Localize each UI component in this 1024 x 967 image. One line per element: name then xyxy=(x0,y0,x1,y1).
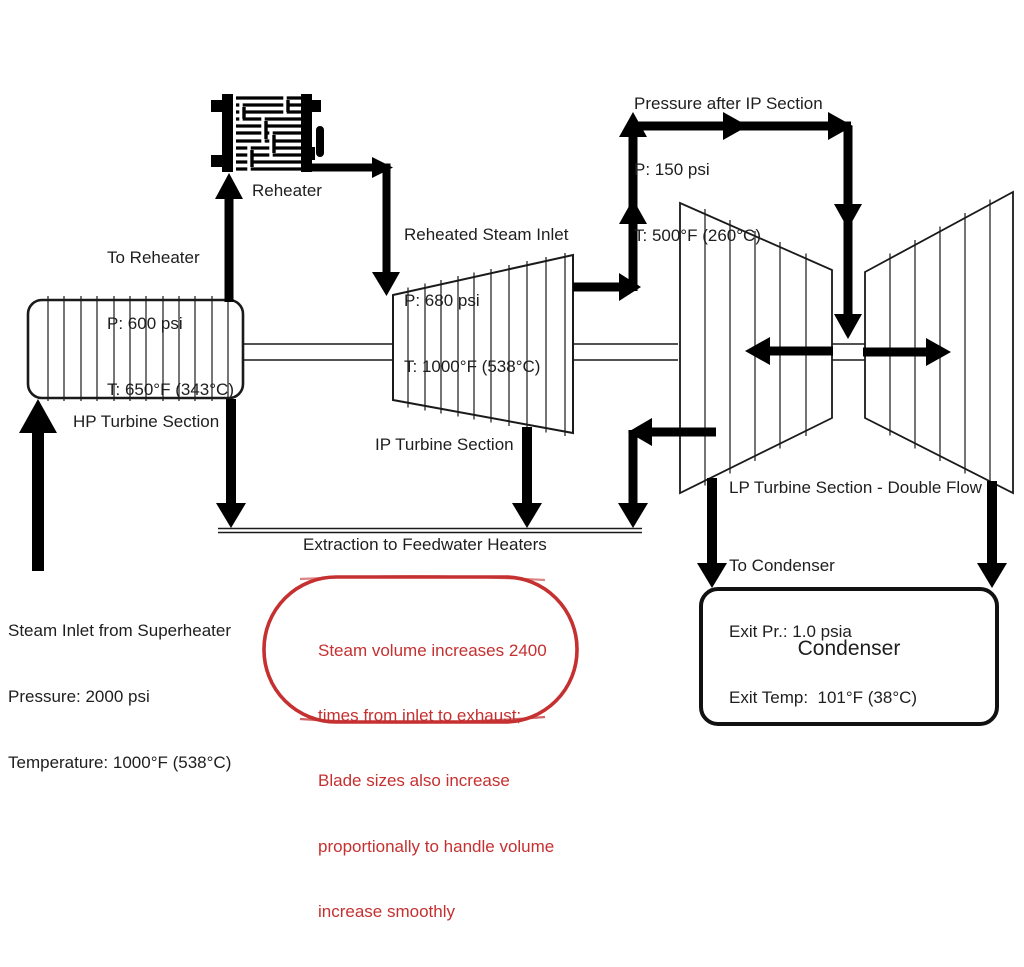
label-extraction: Extraction to Feedwater Heaters xyxy=(303,535,547,554)
lp-flow-right-arrow xyxy=(863,338,951,366)
feedwater-line xyxy=(218,529,642,533)
lp-inlet-arrow xyxy=(834,126,862,339)
label-volume-note: Steam volume increases 2400 times from inlet to exhaust; Blade sizes also increase proportionally to handle volume increase smoothly xyxy=(318,640,555,922)
reheater-icon xyxy=(211,94,324,172)
label-ip-turbine: IP Turbine Section xyxy=(375,435,514,454)
label-lp-turbine: LP Turbine Section - Double Flow xyxy=(729,478,982,497)
label-to-reheater: To Reheater P: 600 psi T: 650°F (343°C) xyxy=(107,248,234,399)
lp-extraction-arrow xyxy=(618,418,716,528)
label-pressure-after-ip: Pressure after IP Section P: 150 psi T: 500°F (260°C) xyxy=(634,94,823,245)
label-to-condenser: To Condenser Exit Pr.: 1.0 psia Exit Temp: 101°F (38°C) xyxy=(729,556,918,707)
label-condenser: Condenser xyxy=(797,637,901,660)
reheater-outlet-arrow xyxy=(312,157,400,296)
label-reheater: Reheater xyxy=(252,181,322,200)
lp-turbine-right-shape xyxy=(865,192,1013,493)
label-reheated-steam-inlet: Reheated Steam Inlet P: 680 psi T: 1000°F (538°C) xyxy=(404,225,569,376)
condenser-left-arrow xyxy=(697,478,727,588)
steam-inlet-arrow xyxy=(19,399,57,571)
label-steam-inlet: Steam Inlet from Superheater Pressure: 2000 psi Temperature: 1000°F (538°C) xyxy=(8,621,232,772)
lp-flow-left-arrow xyxy=(745,337,833,365)
label-hp-turbine: HP Turbine Section xyxy=(73,412,220,431)
ip-extraction-arrow xyxy=(512,427,542,528)
